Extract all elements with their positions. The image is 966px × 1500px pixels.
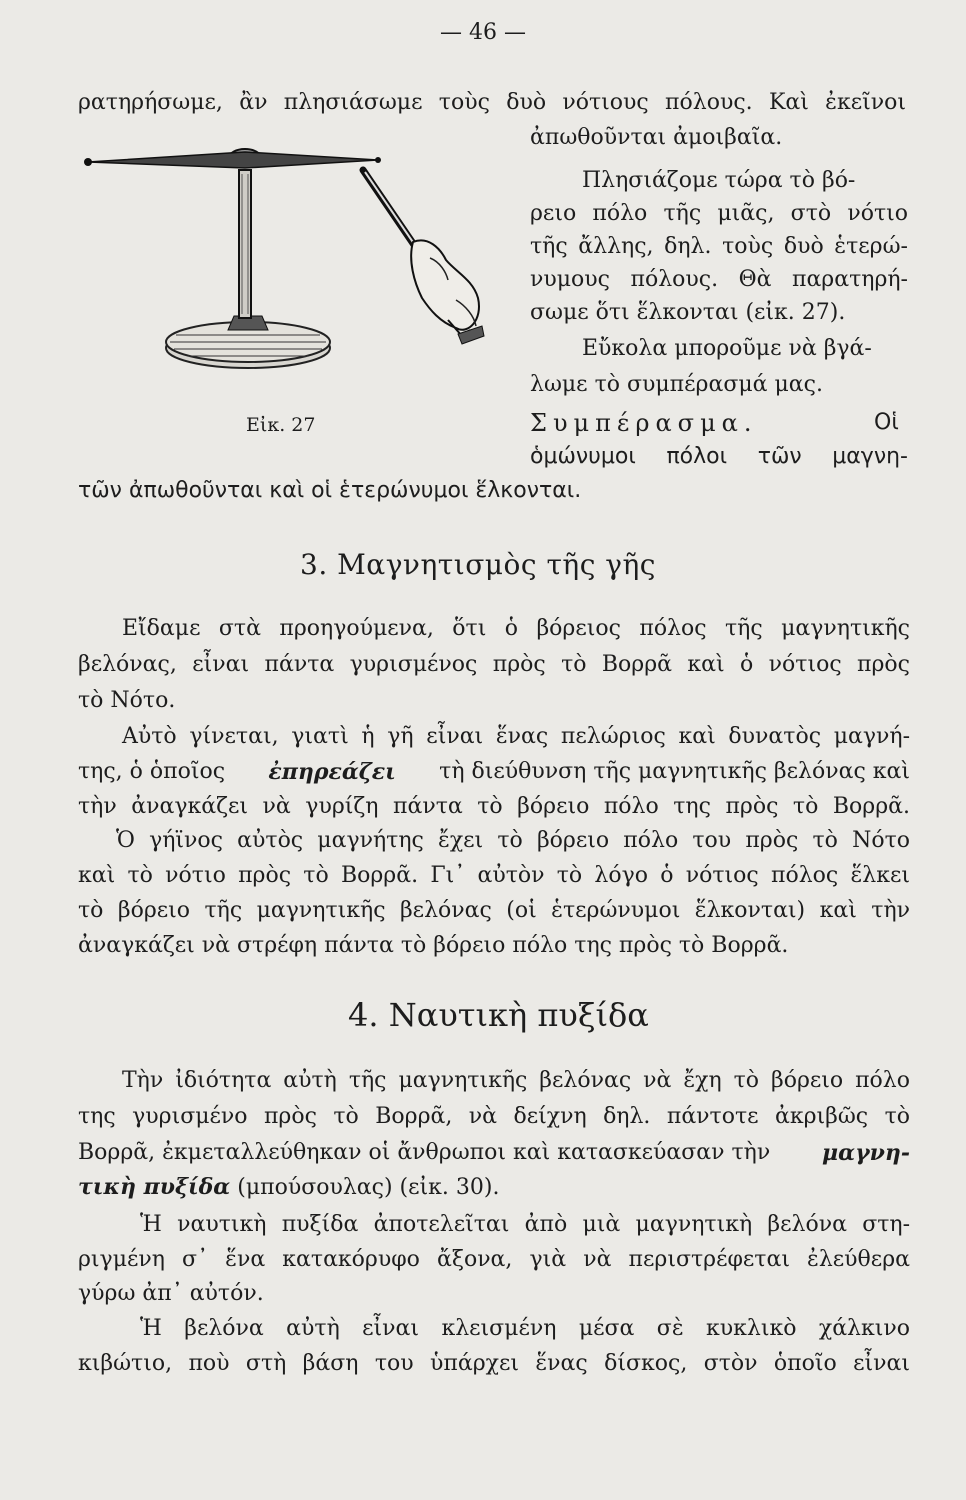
section-3-para-1-line-1: Εἴδαμε στὰ προηγούμενα, ὅτι ὁ βόρειος πόλος τῆς μαγνητικῆς (122, 616, 910, 641)
para-2-text-a: της, ὁ ὁποῖος (78, 759, 226, 784)
section-4-para-1-line-1: Τὴν ἰδιότητα αὐτὴ τῆς μαγνητικῆς βελόνας νὰ ἔχη τὸ βόρειο πόλο (122, 1068, 910, 1093)
section-4-para-1-line-4 (78, 1172, 499, 1203)
conclusion-line-3: τῶν ἀπωθοῦνται καὶ οἱ ἑτερώνυμοι ἕλκονται. (78, 478, 582, 503)
section-4-heading: 4. Ναυτικὴ πυξίδα (348, 996, 649, 1034)
section-3-para-3-line-1: Ὁ γήϊνος αὐτὸς μαγνήτης ἔχει τὸ βόρειο πόλο του πρὸς τὸ Νότο (116, 828, 910, 853)
section-4-para-2-line-3: γύρω ἀπ᾿ αὐτόν. (78, 1281, 264, 1306)
section-4-para-3-line-1: Ἡ βελόνα αὐτὴ εἶναι κλεισμένη μέσα σὲ κυκλικὸ χάλκινο (140, 1316, 910, 1341)
section-4-para-1-line-2: της γυρισμένο πρὸς τὸ Βορρᾶ, νὰ δείχνη δηλ. πάντοτε ἀκριβῶς τὸ (78, 1104, 910, 1129)
intro-line-4: ρειο πόλο τῆς μιᾶς, στὸ νότιο (530, 201, 908, 226)
section-3-heading: 3. Μαγνητισμὸς τῆς γῆς (300, 548, 656, 581)
intro-line-6: νυμους πόλους. Θὰ παρατηρή- (530, 267, 908, 292)
section-3-para-3-line-2: καὶ τὸ νότιο πρὸς τὸ Βορρᾶ. Γι᾿ αὐτὸν τὸ λόγο ὁ νότιος πόλος ἕλκει (78, 863, 910, 888)
section-4-para-3-line-2: κιβώτιο, ποὺ στὴ βάση του ὑπάρχει ἕνας δίσκος, στὸν ὁποῖο εἶναι (78, 1351, 910, 1376)
intro-line-3: Πλησιάζομε τώρα τὸ βό- (582, 168, 856, 193)
page-number: — 46 — (440, 20, 526, 45)
intro-line-8: Εὔκολα μποροῦμε νὰ βγά- (582, 336, 872, 361)
intro-line-5: τῆς ἄλλης, δηλ. τοὺς δυὸ ἑτερώ- (530, 234, 908, 259)
section-3-para-2-line-3: τὴν ἀναγκάζει νὰ γυρίζη πάντα τὸ βόρειο πόλο της πρὸς τὸ Βορρᾶ. (78, 794, 910, 819)
section-4-para-2-line-1: Ἡ ναυτικὴ πυξίδα ἀποτελεῖται ἀπὸ μιὰ μαγνητικὴ βελόνα στη- (140, 1212, 910, 1237)
section-4-para-2-line-2: ριγμένη σ᾿ ἕνα κατακόρυφο ἄξονα, γιὰ νὰ περιστρέφεται ἐλεύθερα (78, 1247, 910, 1272)
intro-line-1: ρατηρήσωμε, ἂν πλησιάσωμε τοὺς δυὸ νότιους πόλους. Καὶ ἐκεῖνοι (78, 90, 906, 115)
conclusion-label: Συμπέρασμα. (530, 409, 758, 437)
section-3-para-3-line-3: τὸ βόρειο τῆς μαγνητικῆς βελόνας (οἱ ἑτερώνυμοι ἕλκονται) καὶ τὴν (78, 898, 910, 923)
para-1-text-a: Βορρᾶ, ἐκμεταλλεύθηκαν οἱ ἄνθρωποι καὶ κατασκεύασαν τὴν (78, 1140, 771, 1165)
magnet-needle-figure-icon (78, 130, 508, 385)
figure-caption: Εἰκ. 27 (246, 414, 316, 436)
section-3-para-2-line-1: Αὐτὸ γίνεται, γιατὶ ἡ γῆ εἶναι ἕνας πελώριος καὶ δυνατὸς μαγνή- (122, 724, 910, 749)
emphasized-term-end: τικὴ πυξίδα (78, 1174, 231, 1200)
emphasized-word: ἐπηρεάζει (268, 759, 396, 785)
intro-line-7: σωμε ὅτι ἕλκονται (εἰκ. 27). (530, 300, 846, 325)
emphasized-term-start: μαγνη- (822, 1140, 910, 1166)
para-1-text-b: (μπούσουλας) (εἰκ. 30). (237, 1175, 500, 1200)
conclusion-start: Οἱ (874, 410, 899, 435)
section-3-para-1-line-2: βελόνας, εἶναι πάντα γυρισμένος πρὸς τὸ Βορρᾶ καὶ ὁ νότιος πρὸς (78, 652, 910, 677)
intro-line-9: λωμε τὸ συμπέρασμά μας. (530, 372, 823, 397)
intro-line-2: ἀπωθοῦνται ἀμοιβαῖα. (530, 125, 783, 150)
section-4-para-1-line-3 (78, 1138, 910, 1168)
conclusion-line-2: ὁμώνυμοι πόλοι τῶν μαγνη- (530, 444, 908, 469)
section-3-para-3-line-4: ἀναγκάζει νὰ στρέφη πάντα τὸ βόρειο πόλο της πρὸς τὸ Βορρᾶ. (78, 933, 789, 958)
para-2-text-c: τὴ διεύθυνση τῆς μαγνητικῆς βελόνας καὶ (439, 759, 910, 784)
section-3-para-1-line-3: τὸ Νότο. (78, 688, 176, 713)
section-3-para-2-line-2 (78, 757, 910, 787)
